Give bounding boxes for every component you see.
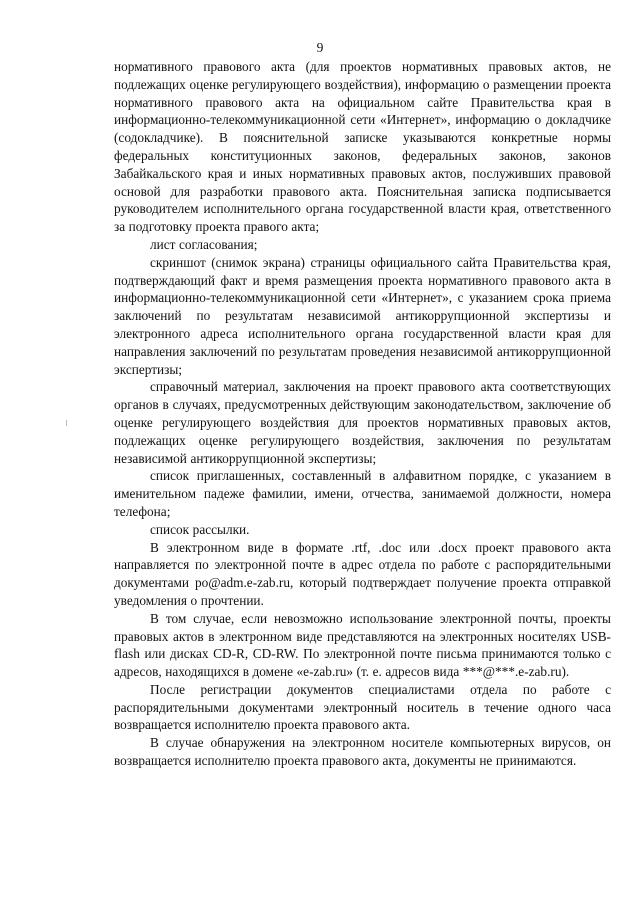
paragraph-explanatory-note-details: нормативного правового акта (для проектов нормативных правовых актов, не подлежащих оценке регулирующего воздействия), информацию о размещении проекта нормативного правового акта на официальном сайте Правительства края в информационно-телекоммуникационной сети «Интернет», информацию о докладчике (содокладчике). В пояснительной записке указываются конкретные нормы федеральных конституционных законов, федеральных законов, законов Забайкальского края и иных нормативных правовых актов, послуживших правовой основой для разработки правового акта. Пояснительная записка подписывается руководителем исполнительного органа государственной власти края, ответственного за подготовку проекта правого акта; — [114, 59, 611, 235]
paragraph-invited-list: список приглашенных, составленный в алфавитном порядке, с указанием в именительном падеже фамилии, имени, отчества, занимаемой должности, номера телефона; — [114, 468, 611, 519]
paragraph-approval-sheet: лист согласования; — [150, 236, 258, 252]
paragraph-screenshot-requirement: скриншот (снимок экрана) страницы официального сайта Правительства края, подтверждающий факт и время размещения проекта нормативного правового акта в информационно-телекоммуникационной сети «Интернет», с указанием срока приема заключений по результатам независимой антикоррупционной экспертизы и электронного адреса исполнительного органа государственной власти края для направления заключений по результатам проведения независимой антикоррупционной экспертизы; — [114, 254, 611, 377]
paragraph-virus-detection: В случае обнаружения на электронном носителе компьютерных вирусов, он возвращается исполнителю проекта правового акта, документы не принимаются. — [114, 735, 611, 769]
scan-artifact-mark — [66, 420, 67, 426]
paragraph-mailing-list: список рассылки. — [150, 521, 250, 537]
paragraph-electronic-format: В электронном виде в формате .rtf, .doc или .docx проект правового акта направляется по электронной почте в адрес отдела по работе с распорядительными документами po@adm.e-zab.ru, который подтверждает получение проекта отправкой уведомления о прочтении. — [114, 539, 611, 608]
page-number: 9 — [316, 40, 324, 55]
document-body — [114, 58, 611, 770]
paragraph-email-unavailable: В том случае, если невозможно использование электронной почты, проекты правовых актов в электронном виде представляются на электронных носителях USB-flash или дисках CD-R, CD-RW. По электронной почте письма принимаются только с адресов, находящихся в домене «e-zab.ru» (т. е. адресов вида ***@***.e-zab.ru). — [114, 610, 611, 680]
paragraph-after-registration: После регистрации документов специалистами отдела по работе с распорядительными документами электронный носитель в течение одного часа возвращается исполнителю проекта правового акта. — [114, 681, 611, 733]
paragraph-reference-material: справочный материал, заключения на проект правового акта соответствующих органов в случаях, предусмотренных действующим законодательством, заключение об оценке регулирующего воздействия для проектов нормативных правовых актов, подлежащих оценке регулирующего воздействия, заключения по результатам независимой антикоррупционной экспертизы; — [114, 379, 611, 466]
